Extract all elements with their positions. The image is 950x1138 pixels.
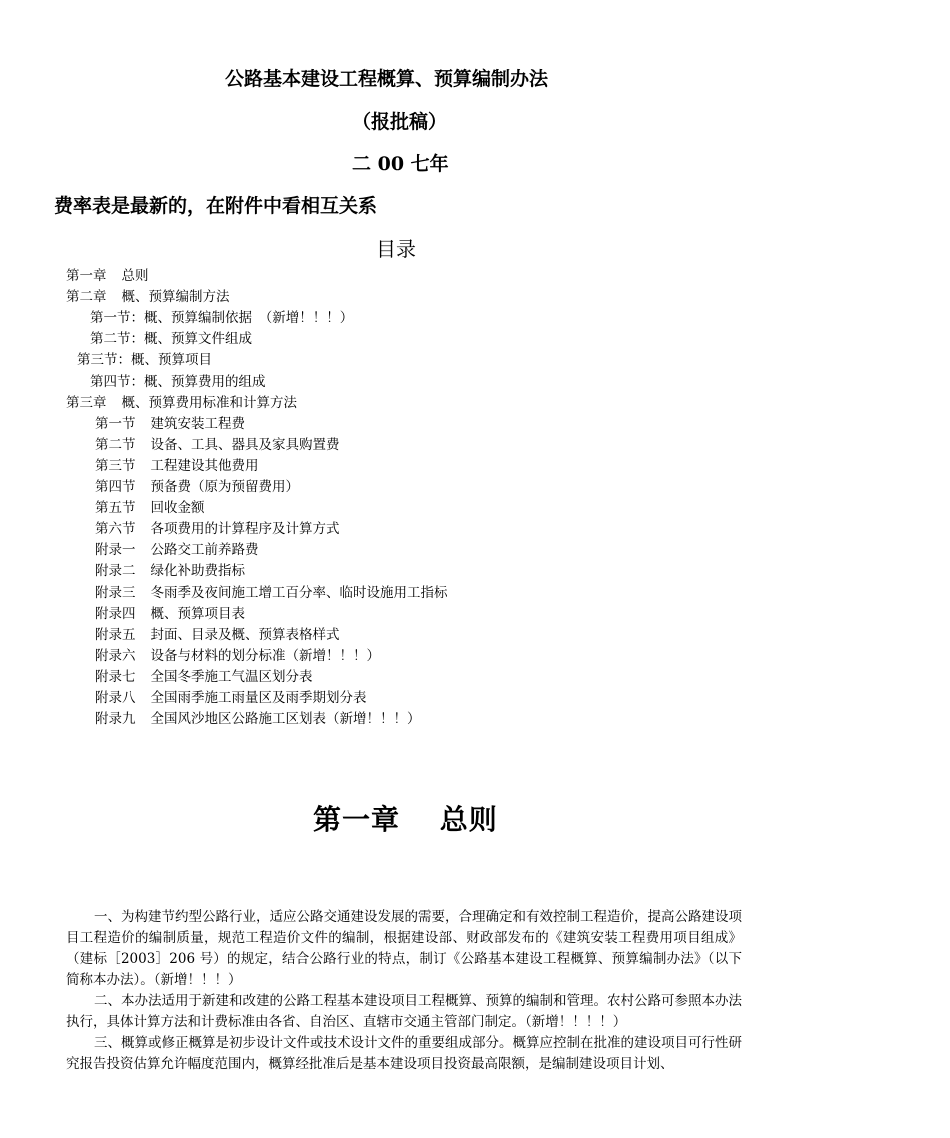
toc-item[interactable] [95, 519, 340, 540]
toc-item[interactable] [95, 456, 259, 477]
toc-item[interactable] [95, 540, 259, 561]
toc-item-label: 概、预算编制方法 [121, 289, 230, 306]
toc-item-label: 全国风沙地区公路施工区划表（新增！！！） [150, 711, 421, 728]
toc-item-label: 第二节：概、预算文件组成 [90, 331, 252, 348]
toc-item-label: 设备与材料的划分标准（新增！！！） [150, 647, 380, 664]
toc-item[interactable] [66, 393, 297, 414]
toc-item-number: 第一节 [95, 415, 136, 432]
toc-item[interactable] [95, 414, 245, 435]
toc-item-label: 第一节：概、预算编制依据 （新增！！！） [90, 310, 354, 327]
chapter-paragraph-3: 三、概算或修正概算是初步设计文件或技术设计文件的重要组成部分。概算应控制在批准的建设项目可行性研究报告投资估算允许幅度范围内，概算经批准后是基本建设项目投资最高限额，是编制建设项目计划、 [66, 1035, 742, 1072]
rate-table-note: 费率表是最新的，在附件中看相互关系 [54, 195, 378, 217]
toc-item-number: 附录八 [95, 690, 136, 706]
toc-item-label: 绿化补助费指标 [150, 563, 245, 580]
chapter-paragraph-1: 一、为构建节约型公路行业，适应公路交通建设发展的需要，合理确定和有效控制工程造价，提高公路建设项目工程造价的编制质量，规范工程造价文件的编制，根据建设部、财政部发布的《建筑安装工程费用项目组成》（建标［2003］206 号）的规定，结合公路行业的特点，制订《公路基本建设工程概算、预算编制办法》（以下简称本办法）。（新增！！！） [66, 909, 742, 988]
toc-item[interactable] [66, 287, 230, 308]
toc-item-label: 第三节：概、预算项目 [77, 352, 212, 369]
toc-item-label: 全国雨季施工雨量区及雨季期划分表 [150, 690, 367, 706]
document-year: 二 00 七年 [352, 153, 449, 175]
toc-item-number: 附录五 [95, 626, 136, 643]
toc-item-label: 预备费（原为预留费用） [150, 479, 299, 495]
toc-item[interactable] [95, 625, 340, 646]
toc-item-label: 总则 [121, 268, 149, 284]
toc-item[interactable] [95, 435, 340, 456]
chapter-title: 第一章 总则 [313, 803, 498, 836]
toc-item-number: 附录六 [95, 647, 136, 664]
toc-item-label: 建筑安装工程费 [150, 415, 245, 432]
chapter-paragraph-2: 二、本办法适用于新建和改建的公路工程基本建设项目工程概算、预算的编制和管理。农村公路可参照本办法执行，具体计算方法和计费标准由各省、自治区、直辖市交通主管部门制定。（新增！！！！） [66, 993, 742, 1030]
toc-item-number: 第二章 [66, 289, 107, 306]
toc-item-number: 附录九 [95, 711, 136, 728]
toc-item[interactable] [95, 561, 245, 582]
toc-item[interactable] [95, 583, 448, 604]
toc-item-number: 附录四 [95, 605, 136, 622]
toc-heading: 目录 [376, 237, 416, 261]
toc-item-number: 附录一 [95, 542, 136, 559]
toc-item-number: 附录二 [95, 563, 136, 580]
toc-item[interactable] [95, 688, 367, 709]
toc-item-label: 工程建设其他费用 [150, 457, 259, 474]
toc-item[interactable] [90, 308, 353, 329]
document-title: 公路基本建设工程概算、预算编制办法 [225, 68, 549, 90]
toc-item-label: 回收金额 [150, 500, 205, 517]
toc-item-label: 概、预算项目表 [150, 605, 245, 622]
toc-item[interactable] [95, 477, 299, 498]
toc-item-number: 第四节 [95, 479, 136, 495]
toc-item-label: 冬雨季及夜间施工增工百分率、临时设施用工指标 [150, 584, 448, 601]
toc-item-number: 第六节 [95, 521, 136, 538]
toc-item[interactable] [77, 350, 212, 371]
toc-item-number: 附录三 [95, 584, 136, 601]
toc-item[interactable] [66, 266, 149, 287]
toc-item-number: 第五节 [95, 500, 136, 517]
toc-item-label: 公路交工前养路费 [150, 542, 259, 559]
toc-item-label: 概、预算费用标准和计算方法 [121, 394, 297, 411]
document-subtitle: （报批稿） [352, 111, 448, 133]
toc-item-label: 各项费用的计算程序及计算方式 [150, 521, 340, 538]
toc-item-label: 第四节：概、预算费用的组成 [90, 373, 266, 390]
toc-item-number: 附录七 [95, 668, 136, 685]
toc-item[interactable] [90, 372, 266, 393]
toc-item[interactable] [90, 329, 252, 350]
toc-item[interactable] [95, 667, 313, 688]
toc-item[interactable] [95, 498, 205, 519]
toc-item-label: 全国冬季施工气温区划分表 [150, 668, 313, 685]
toc-item-number: 第三章 [66, 394, 107, 411]
toc-item-number: 第二节 [95, 436, 136, 453]
toc-item[interactable] [95, 709, 421, 730]
toc-item-label: 设备、工具、器具及家具购置费 [150, 436, 340, 453]
toc-item-label: 封面、目录及概、预算表格样式 [150, 626, 340, 643]
toc-item[interactable] [95, 604, 245, 625]
toc-item-number: 第一章 [66, 268, 107, 284]
toc-item-number: 第三节 [95, 457, 136, 474]
toc-item[interactable] [95, 646, 380, 667]
